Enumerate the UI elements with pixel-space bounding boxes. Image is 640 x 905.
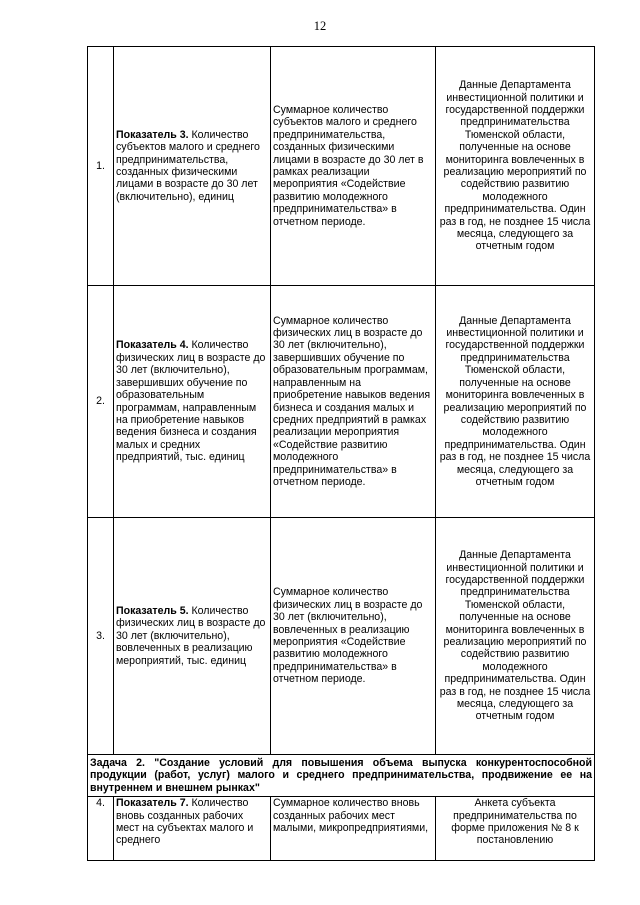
indicator-text: Количество субъектов малого и среднего предпринимательства, созданных физическими лицами в возрасте до 30 лет (включительно), единиц xyxy=(116,128,260,203)
indicator-cell xyxy=(114,47,271,286)
source-cell: Данные Департамента инвестиционной политики и государственной поддержки предпринимательства Тюменской области, полученные на основе мониторинга вовлеченных в реализацию мероприятий по содействию развитию молодежного предпринимательства. Один раз в год, не позднее 15 числа месяца, следующего за отчетным годом xyxy=(436,518,595,755)
method-cell: Суммарное количество физических лиц в возрасте до 30 лет (включительно), завершивших обучение по образовательным программам, направленным на приобретение навыков ведения бизнеса и создания малых и средних предприятий в рамках реализации мероприятия «Содействие развитию молодежного предпринимательства» в отчетном периоде. xyxy=(271,286,436,518)
table-row xyxy=(88,797,595,861)
indicator-text: Количество физических лиц в возрасте до 30 лет (включительно), вовлеченных в реализацию мероприятий, тыс. единиц xyxy=(116,604,266,667)
method-cell: Суммарное количество субъектов малого и среднего предпринимательства, созданных физическими лицами в возрасте до 30 лет в рамках реализации мероприятия «Содействие развитию молодежного предпринимательства» в отчетном периоде. xyxy=(271,47,436,286)
method-cell: Суммарное количество физических лиц в возрасте до 30 лет (включительно), вовлеченных в реализацию мероприятия «Содействие развитию молодежного предпринимательства» в отчетном периоде. xyxy=(271,518,436,755)
row-number: 4. xyxy=(88,797,114,861)
indicator-text: Количество физических лиц в возрасте до 30 лет (включительно), завершивших обучение по образовательным программам, направленным на приобретение навыков ведения бизнеса и создания малых и средних предприятий, тыс. единиц xyxy=(116,339,266,464)
table-row xyxy=(88,286,595,518)
table-row xyxy=(88,518,595,755)
indicator-label: Показатель 4. xyxy=(116,339,189,352)
indicator-label: Показатель 7. xyxy=(116,797,189,810)
source-cell: Данные Департамента инвестиционной политики и государственной поддержки предпринимательства Тюменской области, полученные на основе мониторинга вовлеченных в реализацию мероприятий по содействию развитию молодежного предпринимательства. Один раз в год, не позднее 15 числа месяца, следующего за отчетным годом xyxy=(436,47,595,286)
page-number: 12 xyxy=(313,19,327,33)
indicator-cell xyxy=(114,797,271,861)
indicator-cell xyxy=(114,286,271,518)
row-number: 1. xyxy=(88,47,114,286)
indicator-text: Количество вновь созданных рабочих мест на субъектах малого и среднего xyxy=(116,797,254,847)
source-cell: Анкета субъекта предпринимательства по форме приложения № 8 к постановлению xyxy=(436,797,595,861)
row-number: 2. xyxy=(88,286,114,518)
table-row xyxy=(88,47,595,286)
row-number: 3. xyxy=(88,518,114,755)
source-cell: Данные Департамента инвестиционной политики и государственной поддержки предпринимательства Тюменской области, полученные на основе мониторинга вовлеченных в реализацию мероприятий по содействию развитию молодежного предпринимательства. Один раз в год, не позднее 15 числа месяца, следующего за отчетным годом xyxy=(436,286,595,518)
indicator-label: Показатель 3. xyxy=(116,128,189,141)
method-cell: Суммарное количество вновь созданных рабочих мест малыми, микропредприятиями, xyxy=(271,797,436,861)
indicator-label: Показатель 5. xyxy=(116,604,189,617)
task-heading: Задача 2. "Создание условий для повышения объема выпуска конкурентоспособной продукции (работ, услуг) малого и среднего предпринимательства, продвижение ее на внутреннем и внешнем рынках" xyxy=(88,755,595,797)
indicators-table xyxy=(87,46,595,861)
task-row xyxy=(88,755,595,797)
indicator-cell xyxy=(114,518,271,755)
